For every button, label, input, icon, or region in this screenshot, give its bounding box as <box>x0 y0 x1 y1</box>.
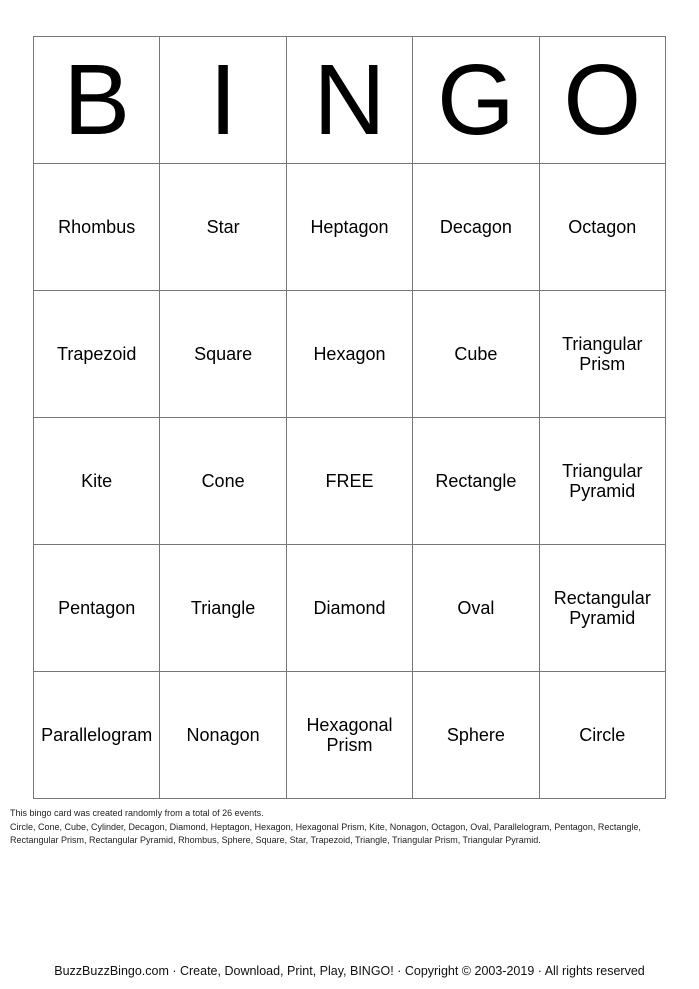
free-space-cell: FREE <box>286 418 412 545</box>
card-row <box>34 418 666 545</box>
card-row <box>34 545 666 672</box>
bingo-card <box>33 36 666 799</box>
card-cell: Circle <box>539 672 665 799</box>
header-letter-o: O <box>539 37 665 164</box>
card-cell: Hexagonal Prism <box>286 672 412 799</box>
header-letter-i: I <box>160 37 286 164</box>
card-cell: Octagon <box>539 164 665 291</box>
card-cell: Trapezoid <box>34 291 160 418</box>
card-cell: Nonagon <box>160 672 286 799</box>
header-letter-n: N <box>286 37 412 164</box>
card-cell: Parallelogram <box>34 672 160 799</box>
card-cell: Pentagon <box>34 545 160 672</box>
header-letter-g: G <box>413 37 539 164</box>
card-cell: Decagon <box>413 164 539 291</box>
card-cell: Oval <box>413 545 539 672</box>
header-row <box>34 37 666 164</box>
card-cell: Cone <box>160 418 286 545</box>
card-cell: Kite <box>34 418 160 545</box>
card-cell: Cube <box>413 291 539 418</box>
card-cell: Hexagon <box>286 291 412 418</box>
footer-copyright: BuzzBuzzBingo.com · Create, Download, Print, Play, BINGO! · Copyright © 2003-2019 · All rights reserved <box>54 964 645 978</box>
card-cell: Diamond <box>286 545 412 672</box>
card-cell: Rhombus <box>34 164 160 291</box>
card-cell: Triangular Prism <box>539 291 665 418</box>
card-cell: Square <box>160 291 286 418</box>
card-cell: Star <box>160 164 286 291</box>
card-info-event-list: Circle, Cone, Cube, Cylinder, Decagon, Diamond, Heptagon, Hexagon, Hexagonal Prism, Kite, Nonagon, Octagon, Oval, Parallelogram, Pentagon, Rectangle, Rectangular Prism, Rectangular Pyramid, Rhombus, Sphere, Square, Star, Trapezoid, Triangle, Triangular Prism, Triangular Pyramid. <box>10 821 641 845</box>
card-cell: Triangular Pyramid <box>539 418 665 545</box>
card-cell: Heptagon <box>286 164 412 291</box>
card-row <box>34 164 666 291</box>
card-info <box>10 807 690 848</box>
card-cell: Sphere <box>413 672 539 799</box>
card-cell: Triangle <box>160 545 286 672</box>
card-cell: Rectangular Pyramid <box>539 545 665 672</box>
card-row <box>34 291 666 418</box>
card-info-summary: This bingo card was created randomly from a total of 26 events. <box>10 808 264 818</box>
card-row <box>34 672 666 799</box>
header-letter-b: B <box>34 37 160 164</box>
card-cell: Rectangle <box>413 418 539 545</box>
